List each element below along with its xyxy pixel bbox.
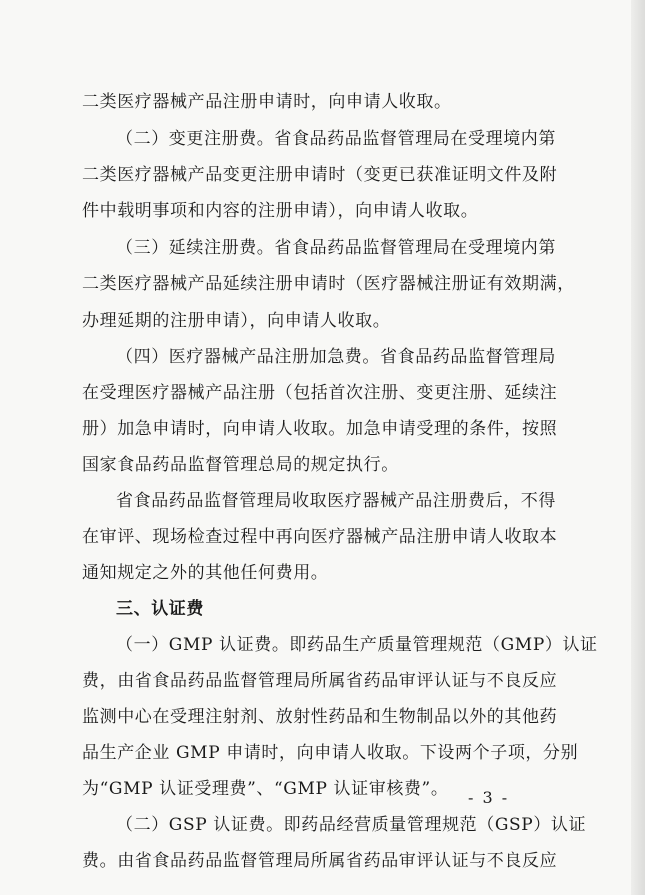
text-line-8: （四）医疗器械产品注册加急费。省食品药品监督管理局: [116, 347, 556, 367]
text-line-14: 通知规定之外的其他任何费用。: [82, 563, 329, 583]
text-line-21: （二）GSP 认证费。即药品经营质量管理规范（GSP）认证: [116, 815, 587, 835]
text-line-7: 办理延期的注册申请），向申请人收取。: [82, 311, 391, 331]
page-number: - 3 -: [468, 788, 510, 807]
text-line-9: 在受理医疗器械产品注册（包括首次注册、变更注册、延续注: [82, 383, 558, 403]
text-line-17: 费，由省食品药品监督管理局所属省药品审评认证与不良反应: [82, 671, 558, 691]
page-edge-shadow: [631, 0, 645, 895]
text-line-13: 在审评、现场检查过程中再向医疗器械产品注册申请人收取本: [82, 527, 558, 547]
text-line-4: 件中载明事项和内容的注册申请），向申请人收取。: [82, 201, 479, 221]
section-heading: 三、认证费: [116, 599, 204, 619]
text-line-1: 二类医疗器械产品注册申请时，向申请人收取。: [82, 92, 452, 112]
text-line-22: 费。由省食品药品监督管理局所属省药品审评认证与不良反应: [82, 851, 558, 871]
text-line-12: 省食品药品监督管理局收取医疗器械产品注册费后，不得: [116, 491, 556, 511]
text-line-5: （三）延续注册费。省食品药品监督管理局在受理境内第: [116, 238, 556, 258]
text-line-18: 监测中心在受理注射剂、放射性药品和生物制品以外的其他药: [82, 707, 558, 727]
text-line-20: 为“GMP 认证受理费”、“GMP 认证审核费”。: [82, 779, 449, 799]
text-line-10: 册）加急申请时，向申请人收取。加急申请受理的条件，按照: [82, 419, 558, 439]
text-line-3: 二类医疗器械产品变更注册申请时（变更已获准证明文件及附: [82, 165, 558, 185]
text-line-11: 国家食品药品监督管理总局的规定执行。: [82, 455, 399, 475]
text-line-6: 二类医疗器械产品延续注册申请时（医疗器械注册证有效期满，: [82, 274, 575, 294]
document-body: [82, 88, 598, 871]
text-line-2: （二）变更注册费。省食品药品监督管理局在受理境内第: [116, 129, 556, 149]
text-line-19: 品生产企业 GMP 申请时，向申请人收取。下设两个子项，分别: [82, 743, 579, 763]
text-line-16: （一）GMP 认证费。即药品生产质量管理规范（GMP）认证: [116, 635, 598, 655]
